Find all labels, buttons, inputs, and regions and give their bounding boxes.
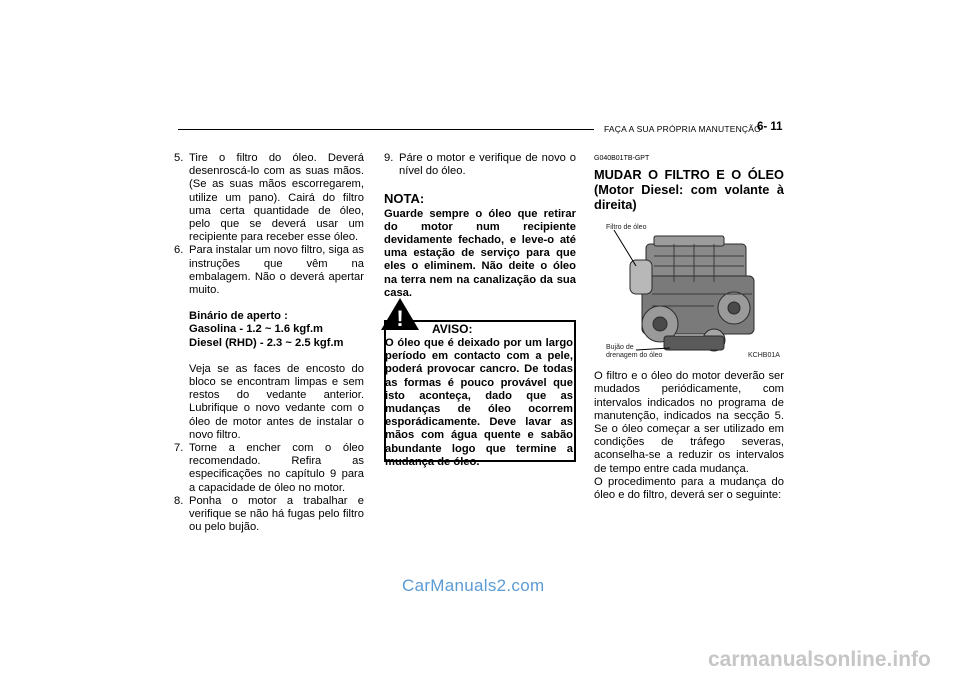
step-number: 8. <box>174 494 184 507</box>
warning-text: O óleo que é deixado por um largo período em contacto com a pele, poderá provocar cancro. De todas as formas é pouco provável que isto aconteça, dado que as mudanças de óleo ocorrem esporádicamente. Deve lavar as mãos com água quente e sabão abundante logo que termine a mudança de óleo. <box>385 337 573 468</box>
torque-diesel: Diesel (RHD) - 2.3 ~ 2.5 kgf.m <box>189 336 344 349</box>
step-text: Tire o filtro do óleo. Deverá desenroscá-lo com as suas mãos.(Se as suas mãos escorregarem, utilize um pano). Cairá do filtro uma certa quantidade de óleo, pelo que se deverá usar um recipiente para receber esse óleo. <box>189 152 364 244</box>
note-text: Guarde sempre o óleo que retirar do motor num recipiente devidamente fechado, e leve-o até uma estação de serviço para que eles o eliminem. Não deite o óleo na terra nem na canalização da sua casa. <box>384 207 576 299</box>
note-title: NOTA: <box>384 191 425 207</box>
torque-gasoline: Gasolina - 1.2 ~ 1.6 kgf.m <box>189 323 323 336</box>
watermark-carmanuals2[interactable]: CarManuals2.com <box>402 576 545 595</box>
step-number: 5. <box>174 152 184 164</box>
warning-title: AVISO: <box>432 322 473 336</box>
label-oil-filter: Filtro de óleo <box>606 224 647 232</box>
column-right <box>594 152 784 502</box>
page-number: 6- 11 <box>757 121 783 133</box>
header-section-title: FAÇA A SUA PRÓPRIA MANUTENÇÃO <box>604 124 761 134</box>
intro-paragraph: O filtro e o óleo do motor deverão ser mudados periódicamente, com intervalos indicados no programa de manutenção, indicados na secção 5. Se o óleo começar a ser utilizado em condições de tráfego severas, aconselha-se a reduzir os intervalos de tempo entre cada mudança. <box>594 370 784 475</box>
column-middle <box>384 152 576 300</box>
step-text: Páre o motor e verifique de novo o nível do óleo. <box>399 152 576 178</box>
step-text: Ponha o motor a trabalhar e verifique se não há fugas pelo filtro ou pelo bujão. <box>189 494 364 534</box>
label-drain-plug-line2: drenagem do óleo <box>606 352 663 360</box>
step-7 <box>174 442 364 495</box>
step-text: Para instalar um novo filtro, siga as instruções que vêm na embalagem. Não o deverá apertar muito. <box>189 244 364 297</box>
warning-symbol: ! <box>396 306 404 331</box>
label-drain-plug-line1: Bujão de <box>606 344 634 352</box>
section-code: G040B01TB-GPT <box>594 155 650 162</box>
torque-title: Binário de aperto : <box>189 310 288 323</box>
procedure-paragraph: O procedimento para a mudança do óleo e do filtro, deverá ser o seguinte: <box>594 475 784 502</box>
column-left <box>174 152 364 534</box>
watermark-carmanualsonline: carmanualsonline.info <box>708 648 931 671</box>
step-9 <box>384 152 576 178</box>
step-5 <box>174 152 364 244</box>
warning-triangle-icon <box>380 297 420 331</box>
engine-figure <box>594 216 784 366</box>
section-title: MUDAR O FILTRO E O ÓLEO (Motor Diesel: com volante à direita) <box>594 167 784 213</box>
step-8 <box>174 495 364 535</box>
check-seal-text: Veja se as faces de encosto do bloco se encontram limpas e sem restos do vedante anterior. Lubrifique o novo vedante com o óleo de motor antes de instalar o novo filtro. <box>189 362 364 441</box>
header-rule <box>178 129 594 130</box>
figure-code: KCHB01A <box>748 352 780 360</box>
step-text: Torne a encher com o óleo recomendado. Refira as especificações no capítulo 9 para a capacidade de óleo no motor. <box>189 442 364 494</box>
step-number: 7. <box>174 442 184 455</box>
step-number: 9. <box>384 152 394 164</box>
step-6 <box>174 244 364 297</box>
step-number: 6. <box>174 244 184 257</box>
